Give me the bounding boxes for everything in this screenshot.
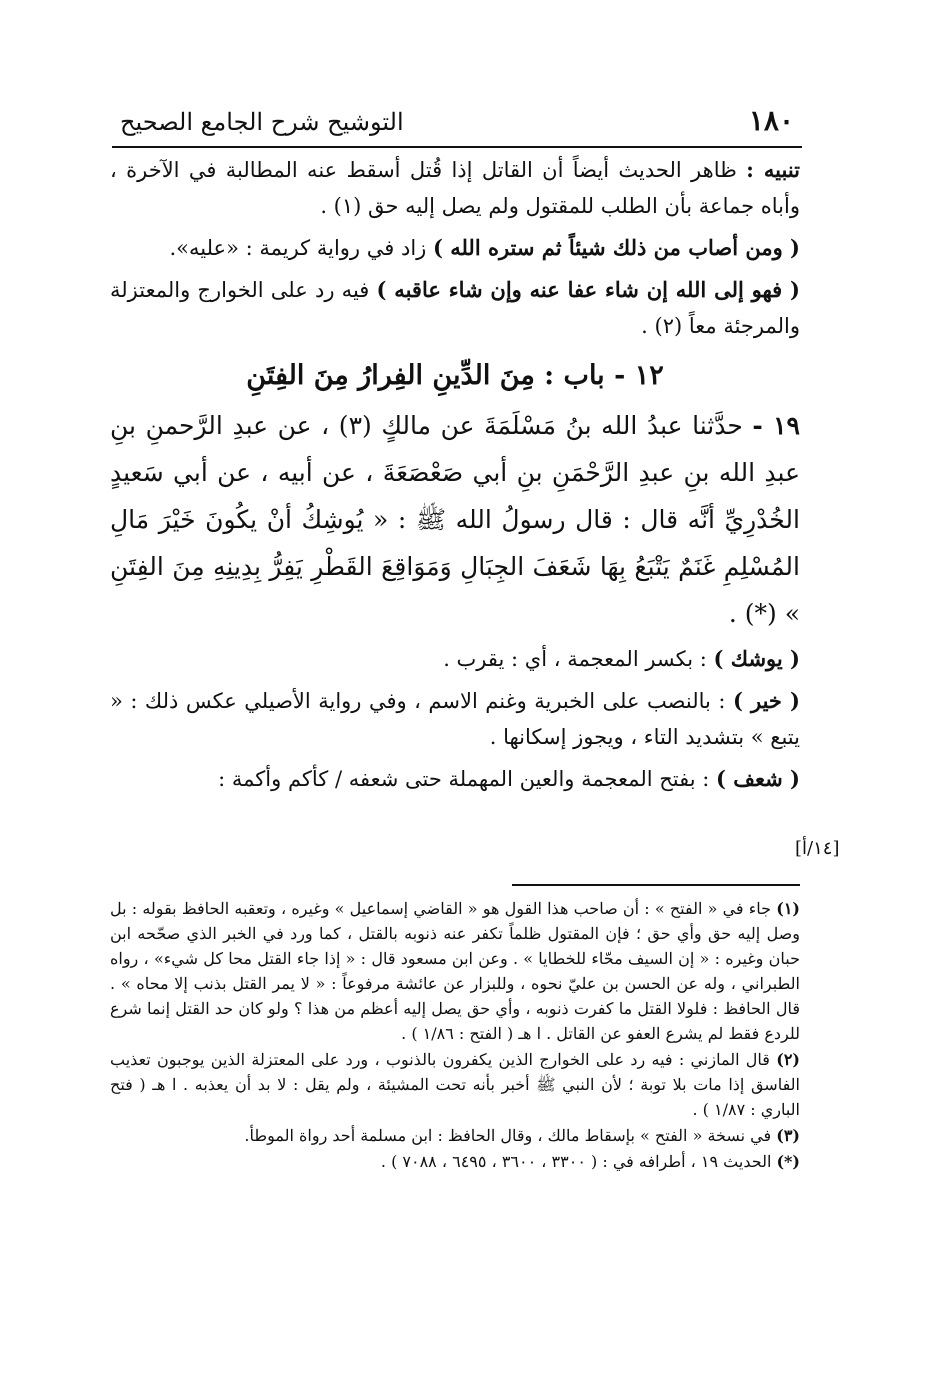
hadith-text bbox=[110, 402, 800, 637]
footnote-2 bbox=[110, 1047, 800, 1122]
chapter-title: ١٢ - باب : مِنَ الدِّينِ الفِرارُ مِنَ الفِتَنِ bbox=[246, 360, 664, 391]
page-number: ١٨٠ bbox=[748, 104, 794, 137]
paragraph-body: زاد في رواية كريمة : «عليه». bbox=[169, 236, 433, 260]
footnote-mark: (*) bbox=[776, 1152, 800, 1171]
hadith-number: ١٩ - bbox=[752, 411, 800, 440]
footnote-body: الحديث ١٩ ، أطرافه في : ( ٣٣٠٠ ، ٣٦٠٠ ، ٦٤٩٥ ، ٧٠٨٨ ) . bbox=[380, 1152, 777, 1171]
footnotes bbox=[110, 896, 800, 1175]
footnote-mark: (٣) bbox=[776, 1126, 800, 1145]
paragraph-afw bbox=[110, 272, 800, 344]
footnote-separator bbox=[512, 884, 800, 886]
footnote-mark: (١) bbox=[776, 899, 800, 918]
explanation-lead: ( شعف ) bbox=[716, 766, 800, 791]
paragraph-sitr bbox=[110, 230, 800, 266]
paragraph-body: ظاهر الحديث أيضاً أن القاتل إذا قُتل أسقط عنه المطالبة في الآخرة ، وأباه جماعة بأن الطلب للمقتول ولم يصل إليه حق (١) . bbox=[110, 158, 800, 218]
hadith-body: حدَّثنا عبدُ الله بنُ مَسْلَمَةَ عن مالكٍ (٣) ، عن عبدِ الرَّحمنِ بنِ عبدِ الله بنِ عبدِ الرَّحْمَنِ بنِ أبي صَعْصَعَةَ ، عن أبيه ، عن أبي سَعيدٍ الخُدْرِيِّ أنَّه قال : قال رسولُ الله ﷺ : « يُوشِكُ أنْ يكُونَ خَيْرَ مَالِ المُسْلِمِ غَنَمٌ يَتْبَعُ بِهَا شَعَفَ الجِبَالِ وَمَوَاقِعَ القَطْرِ يَفِرُّ بِدِينِهِ مِنَ الفِتَنِ » (*) . bbox=[110, 411, 800, 628]
footnote-3 bbox=[110, 1123, 800, 1148]
footnote-mark: (٢) bbox=[776, 1050, 800, 1069]
paragraph-lead: تنبيه : bbox=[746, 157, 800, 182]
footnote-body: جاء في « الفتح » : أن صاحب هذا القول هو « القاضي إسماعيل » وغيره ، وتعقبه الحافظ بقوله : بل وصل إليه حق وأي حق ؛ فإن المقتول ظلماً تكفر عنه ذنوبه بالقتل ، كما ورد في الخبر الذي صحّحه ابن حبان وغيره : « إن السيف محّاء للخطايا » . وعن ابن مسعود قال : « إذا جاء القتل محا كل شيء» ، رواه الطبراني ، وله عن الحسن بن عليّ نحوه ، وللبزار عن عائشة مرفوعاً : « لا يمر القتل بذنب إلا محاه » . قال الحافظ : فلولا القتل ما كفرت ذنوبه ، وأي حق يصل إليه أعظم من هذا ؟ ولو كان حد القتل إنما شرع للردع فقط لم يشرع العفو عن القاتل . ا هـ ( الفتح : ١/٨٦ ) . bbox=[110, 899, 800, 1043]
page-header bbox=[112, 100, 802, 146]
paragraph-body: فيه رد على الخوارج والمعتزلة والمرجئة معاً (٢) . bbox=[110, 278, 800, 338]
explanation-body: : بفتح المعجمة والعين المهملة حتى شعفه / كأكم وأكمة : bbox=[218, 767, 717, 791]
footnote-body: قال المازني : فيه رد على الخوارج الذين يكفرون بالذنوب ، ورد على المعتزلة الذين يوجبون تعذيب الفاسق إذا مات بلا توبة ؛ لأن النبي ﷺ أخبر بأنه تحت المشيئة ، ولم يقل : لا بد أن يعذبه . ا هـ ( فتح الباري : ١/٨٧ ) . bbox=[110, 1050, 800, 1119]
main-text bbox=[110, 152, 800, 803]
header-rule bbox=[112, 146, 802, 148]
footnote-body: في نسخة « الفتح » بإسقاط مالك ، وقال الحافظ : ابن مسلمة أحد رواة الموطأ. bbox=[244, 1126, 777, 1145]
footnote-star bbox=[110, 1149, 800, 1174]
manuscript-folio-ref: [١٤/أ] bbox=[795, 838, 840, 859]
explanation-body: : بكسر المعجمة ، أي : يقرب . bbox=[443, 647, 714, 671]
explanation-lead: ( خير ) bbox=[732, 688, 800, 713]
paragraph-lead: ( فهو إلى الله إن شاء عفا عنه وإن شاء عاقبه ) bbox=[376, 277, 800, 302]
explanation-body: : بالنصب على الخبرية وغنم الاسم ، وفي رواية الأصيلي عكس ذلك : « يتبع » بتشديد التاء ، ويجوز إسكانها . bbox=[110, 689, 800, 749]
explanation-khayr bbox=[110, 683, 800, 755]
explanation-shaaf bbox=[110, 761, 800, 797]
paragraph-tanbih bbox=[110, 152, 800, 224]
footnote-1 bbox=[110, 896, 800, 1046]
explanation-lead: ( يوشك ) bbox=[713, 646, 800, 671]
running-title: التوشيح شرح الجامع الصحيح bbox=[120, 108, 404, 136]
explanation-yushik bbox=[110, 641, 800, 677]
paragraph-lead: ( ومن أصاب من ذلك شيئاً ثم ستره الله ) bbox=[432, 235, 800, 260]
